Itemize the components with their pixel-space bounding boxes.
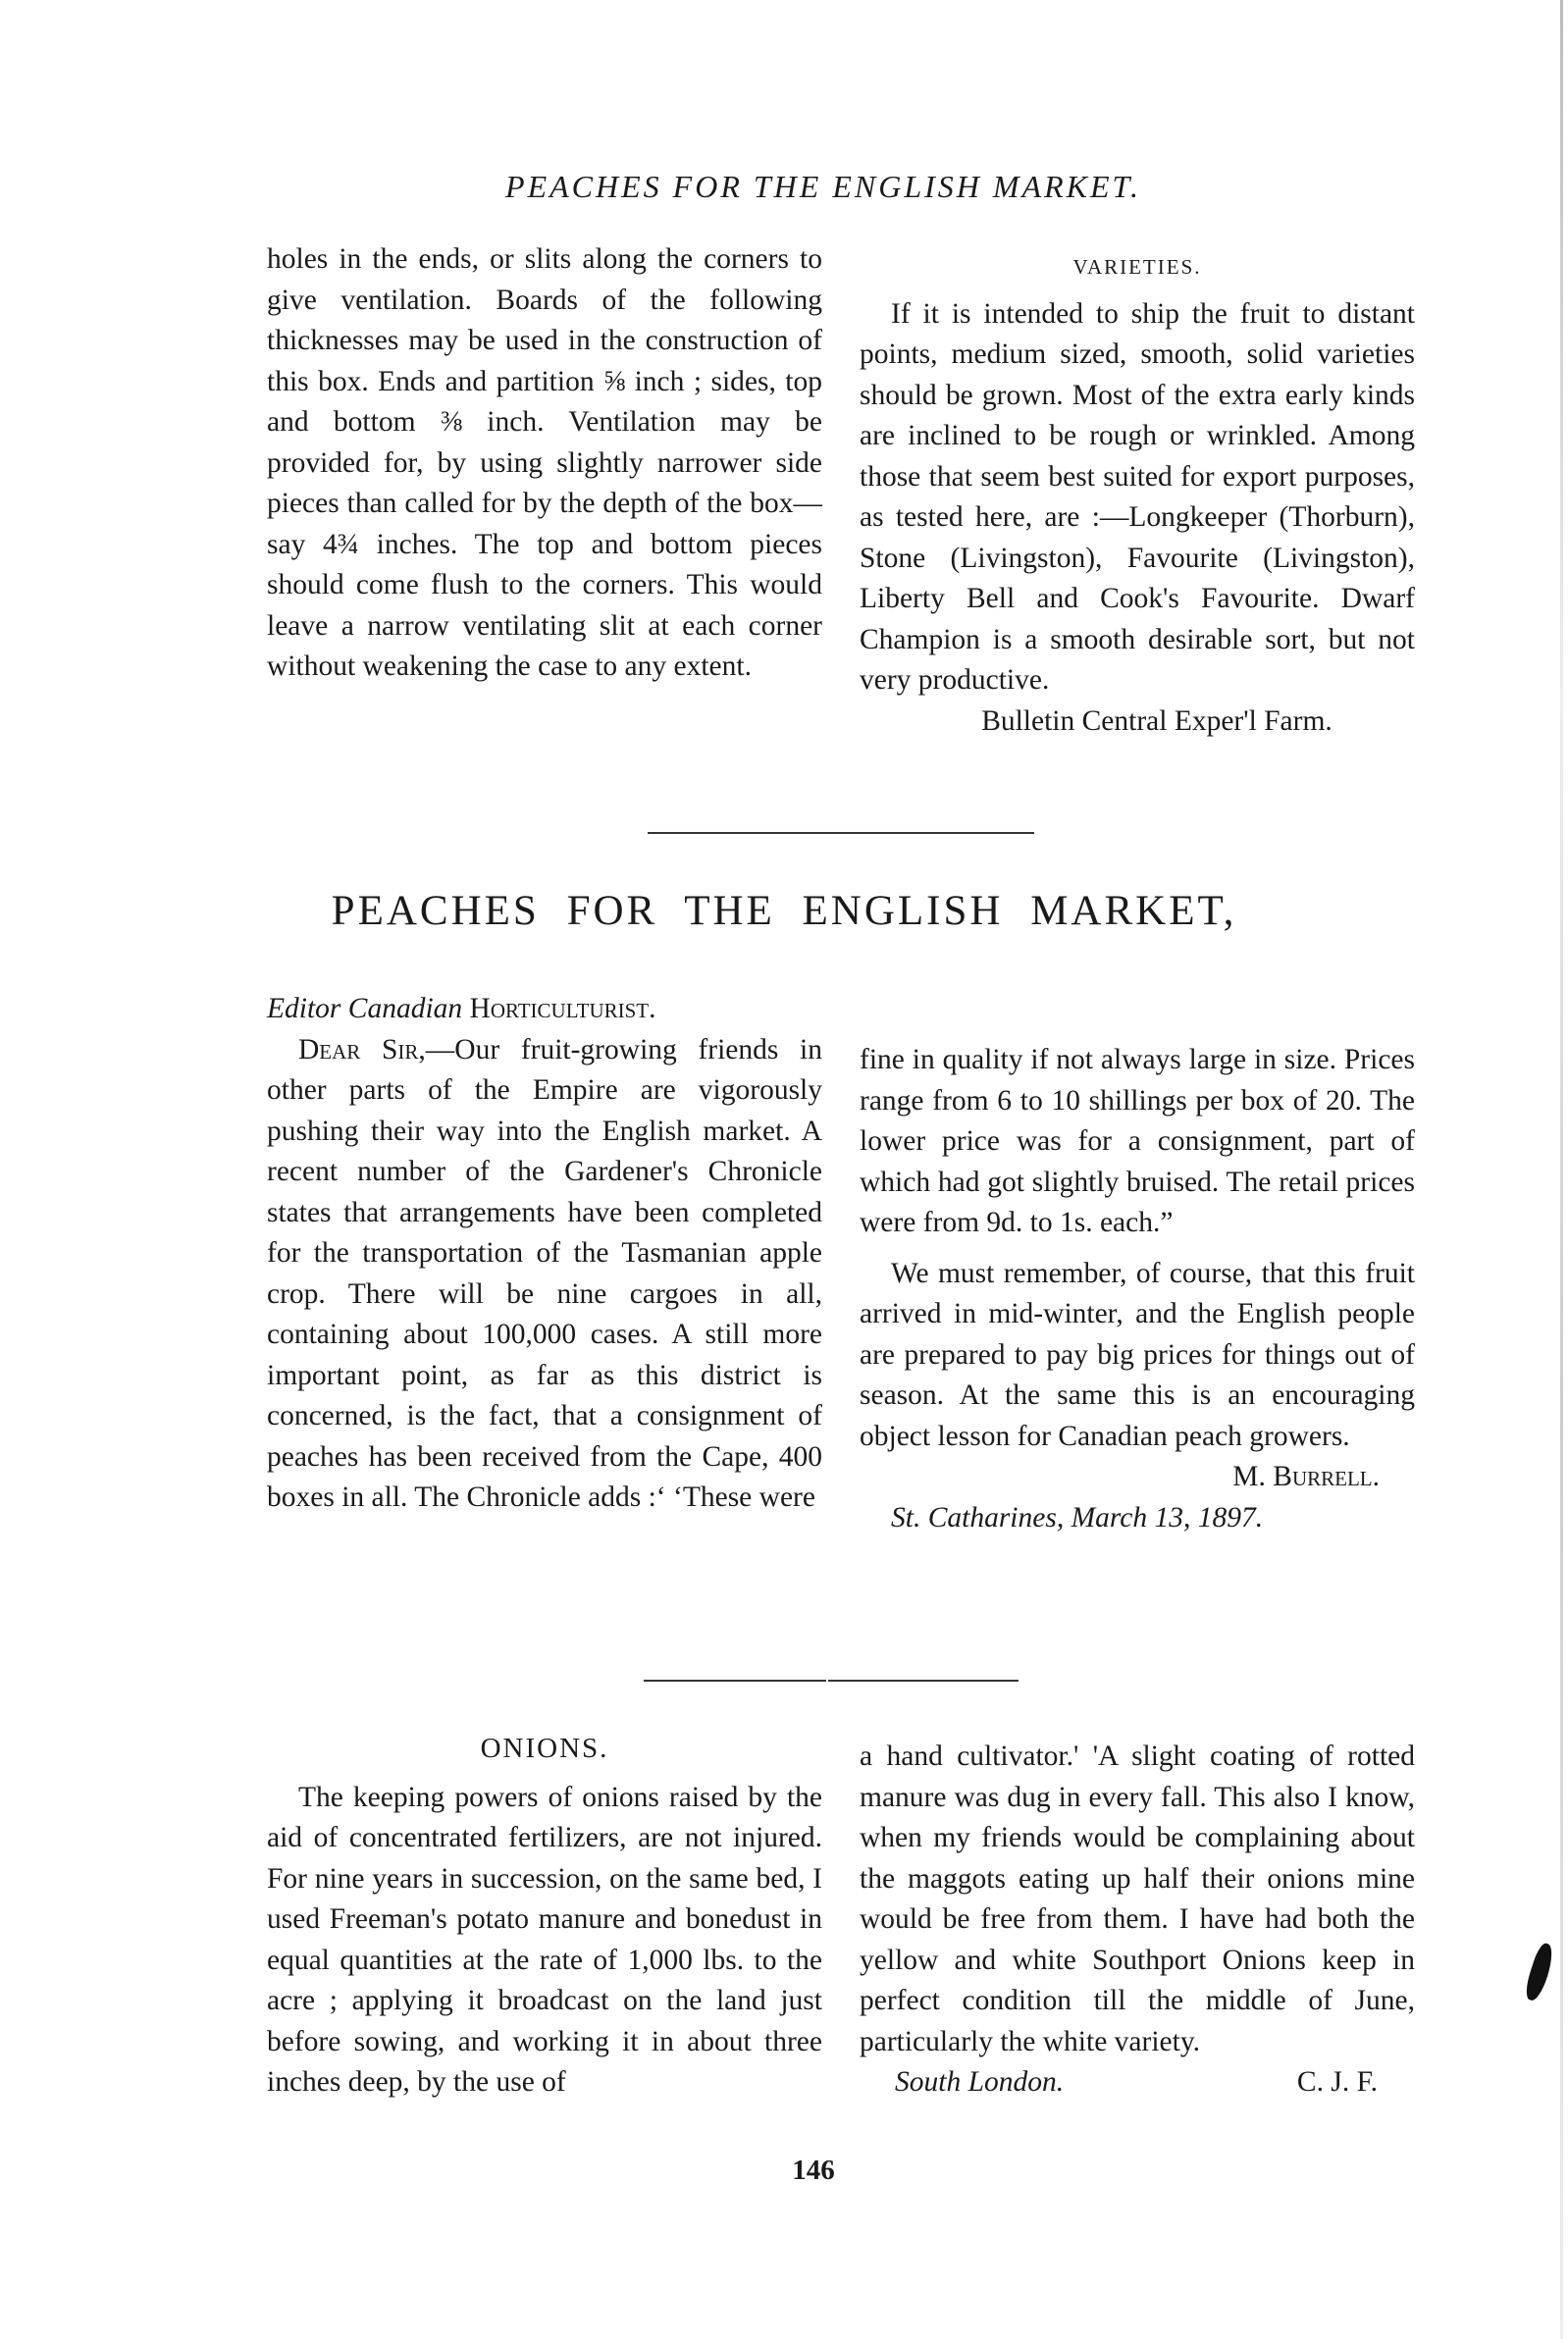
- top-right-column: [860, 247, 1415, 742]
- addressee-caps: Horticulturist.: [469, 993, 656, 1024]
- varieties-source: Bulletin Central Exper'l Farm.: [981, 704, 1333, 737]
- page-edge-shadow: [1560, 0, 1563, 2339]
- letter-signature: M. Burrell.: [1232, 1461, 1380, 1492]
- onions-right-column: [860, 1737, 1415, 2104]
- onions-initials: C. J. F.: [1296, 2066, 1378, 2098]
- addressee: [267, 989, 822, 1030]
- addressee-italic: Editor Canadian: [267, 993, 463, 1024]
- letter-right-paragraph-1: fine in quality if not always large in size. Prices range from 6 to 10 shillings per box of 20. The lower price was for a consignment, part of which had got slightly bruised. The retail prices were from 9d. to 1s. each.”: [860, 1044, 1415, 1238]
- varieties-heading: VARIETIES.: [1072, 255, 1202, 279]
- onions-signature-row: [860, 2062, 1415, 2104]
- salutation: Dear Sir,: [298, 1033, 426, 1066]
- ink-blot: [1522, 1942, 1557, 2003]
- letter-left-text: —Our fruit-growing friends in other parts of the Empire are vigorously pushing their way into the English market. A recent number of the Gardener's Chronicle states that arrangements have been completed for the transportation of the Tasmanian apple crop. There will be nine cargoes in all, containing about 100,000 cases. A still more important point, as far as this district is concerned, is the fact, that a consignment of peaches has been received from the Cape, 400 boxes in all. The Chronicle adds :‘ ‘These were: [267, 1033, 822, 1513]
- letter-left-column: [267, 989, 822, 1519]
- onions-title: ONIONS.: [480, 1733, 609, 1764]
- page-number: 146: [792, 2155, 835, 2186]
- onions-place: South London.: [895, 2066, 1065, 2098]
- article-title: PEACHES FOR THE ENGLISH MARKET,: [331, 888, 1237, 934]
- section-divider-2a: [644, 1680, 826, 1682]
- section-divider-1: [648, 832, 1034, 834]
- letter-right-column: [860, 1040, 1415, 1538]
- running-head: PEACHES FOR THE ENGLISH MARKET.: [505, 169, 1141, 204]
- top-left-column: [267, 239, 822, 688]
- onions-left-body: The keeping powers of onions raised by the aid of concentrated fertilizers, are not injured. For nine years in succession, on the same bed, I used Freeman's potato manure and bonedust in equal quantities at the rate of 1,000 lbs. to the acre ; applying it broadcast on the land just before sowing, and working it in about three inches deep, by the use of: [267, 1781, 822, 2098]
- letter-dateline: St. Catharines, March 13, 1897.: [891, 1501, 1264, 1533]
- onions-left-column: [267, 1729, 822, 2104]
- onions-right-body: a hand cultivator.' 'A slight coating of rotted manure was dug in every fall. This also I know, when my friends would be complaining about the maggots eating up half their onions mine would be free from them. I have had both the yellow and white Southport Onions keep in perfect condition till the middle of June, particularly the white variety.: [860, 1741, 1415, 2057]
- letter-left-body: [267, 1030, 822, 1519]
- box-ventilation-paragraph: holes in the ends, or slits along the corners to give ventilation. Boards of the following thicknesses may be used in the construction of this box. Ends and partition ⅝ inch ; sides, top and bottom ⅜ inch. Ventilation may be provided for, by using slightly narrower side pieces than called for by the depth of the box—say 4¾ inches. The top and bottom pieces should come flush to the corners. This would leave a narrow ventilating slit at each corner without weakening the case to any extent.: [267, 243, 822, 682]
- letter-right-paragraph-2: We must remember, of course, that this fruit arrived in mid-winter, and the English people are prepared to pay big prices for things out of season. At the same this is an encouraging object lesson for Canadian peach growers.: [860, 1257, 1415, 1452]
- varieties-paragraph: If it is intended to ship the fruit to distant points, medium sized, smooth, solid varieties should be grown. Most of the extra early kinds are inclined to be rough or wrinkled. Among those that seem best suited for export purposes, as tested here, are :—Longkeeper (Thorburn), Stone (Livingston), Favourite (Livingston), Liberty Bell and Cook's Favourite. Dwarf Champion is a smooth desirable sort, but not very productive.: [860, 297, 1415, 696]
- section-divider-2b: [828, 1680, 1019, 1682]
